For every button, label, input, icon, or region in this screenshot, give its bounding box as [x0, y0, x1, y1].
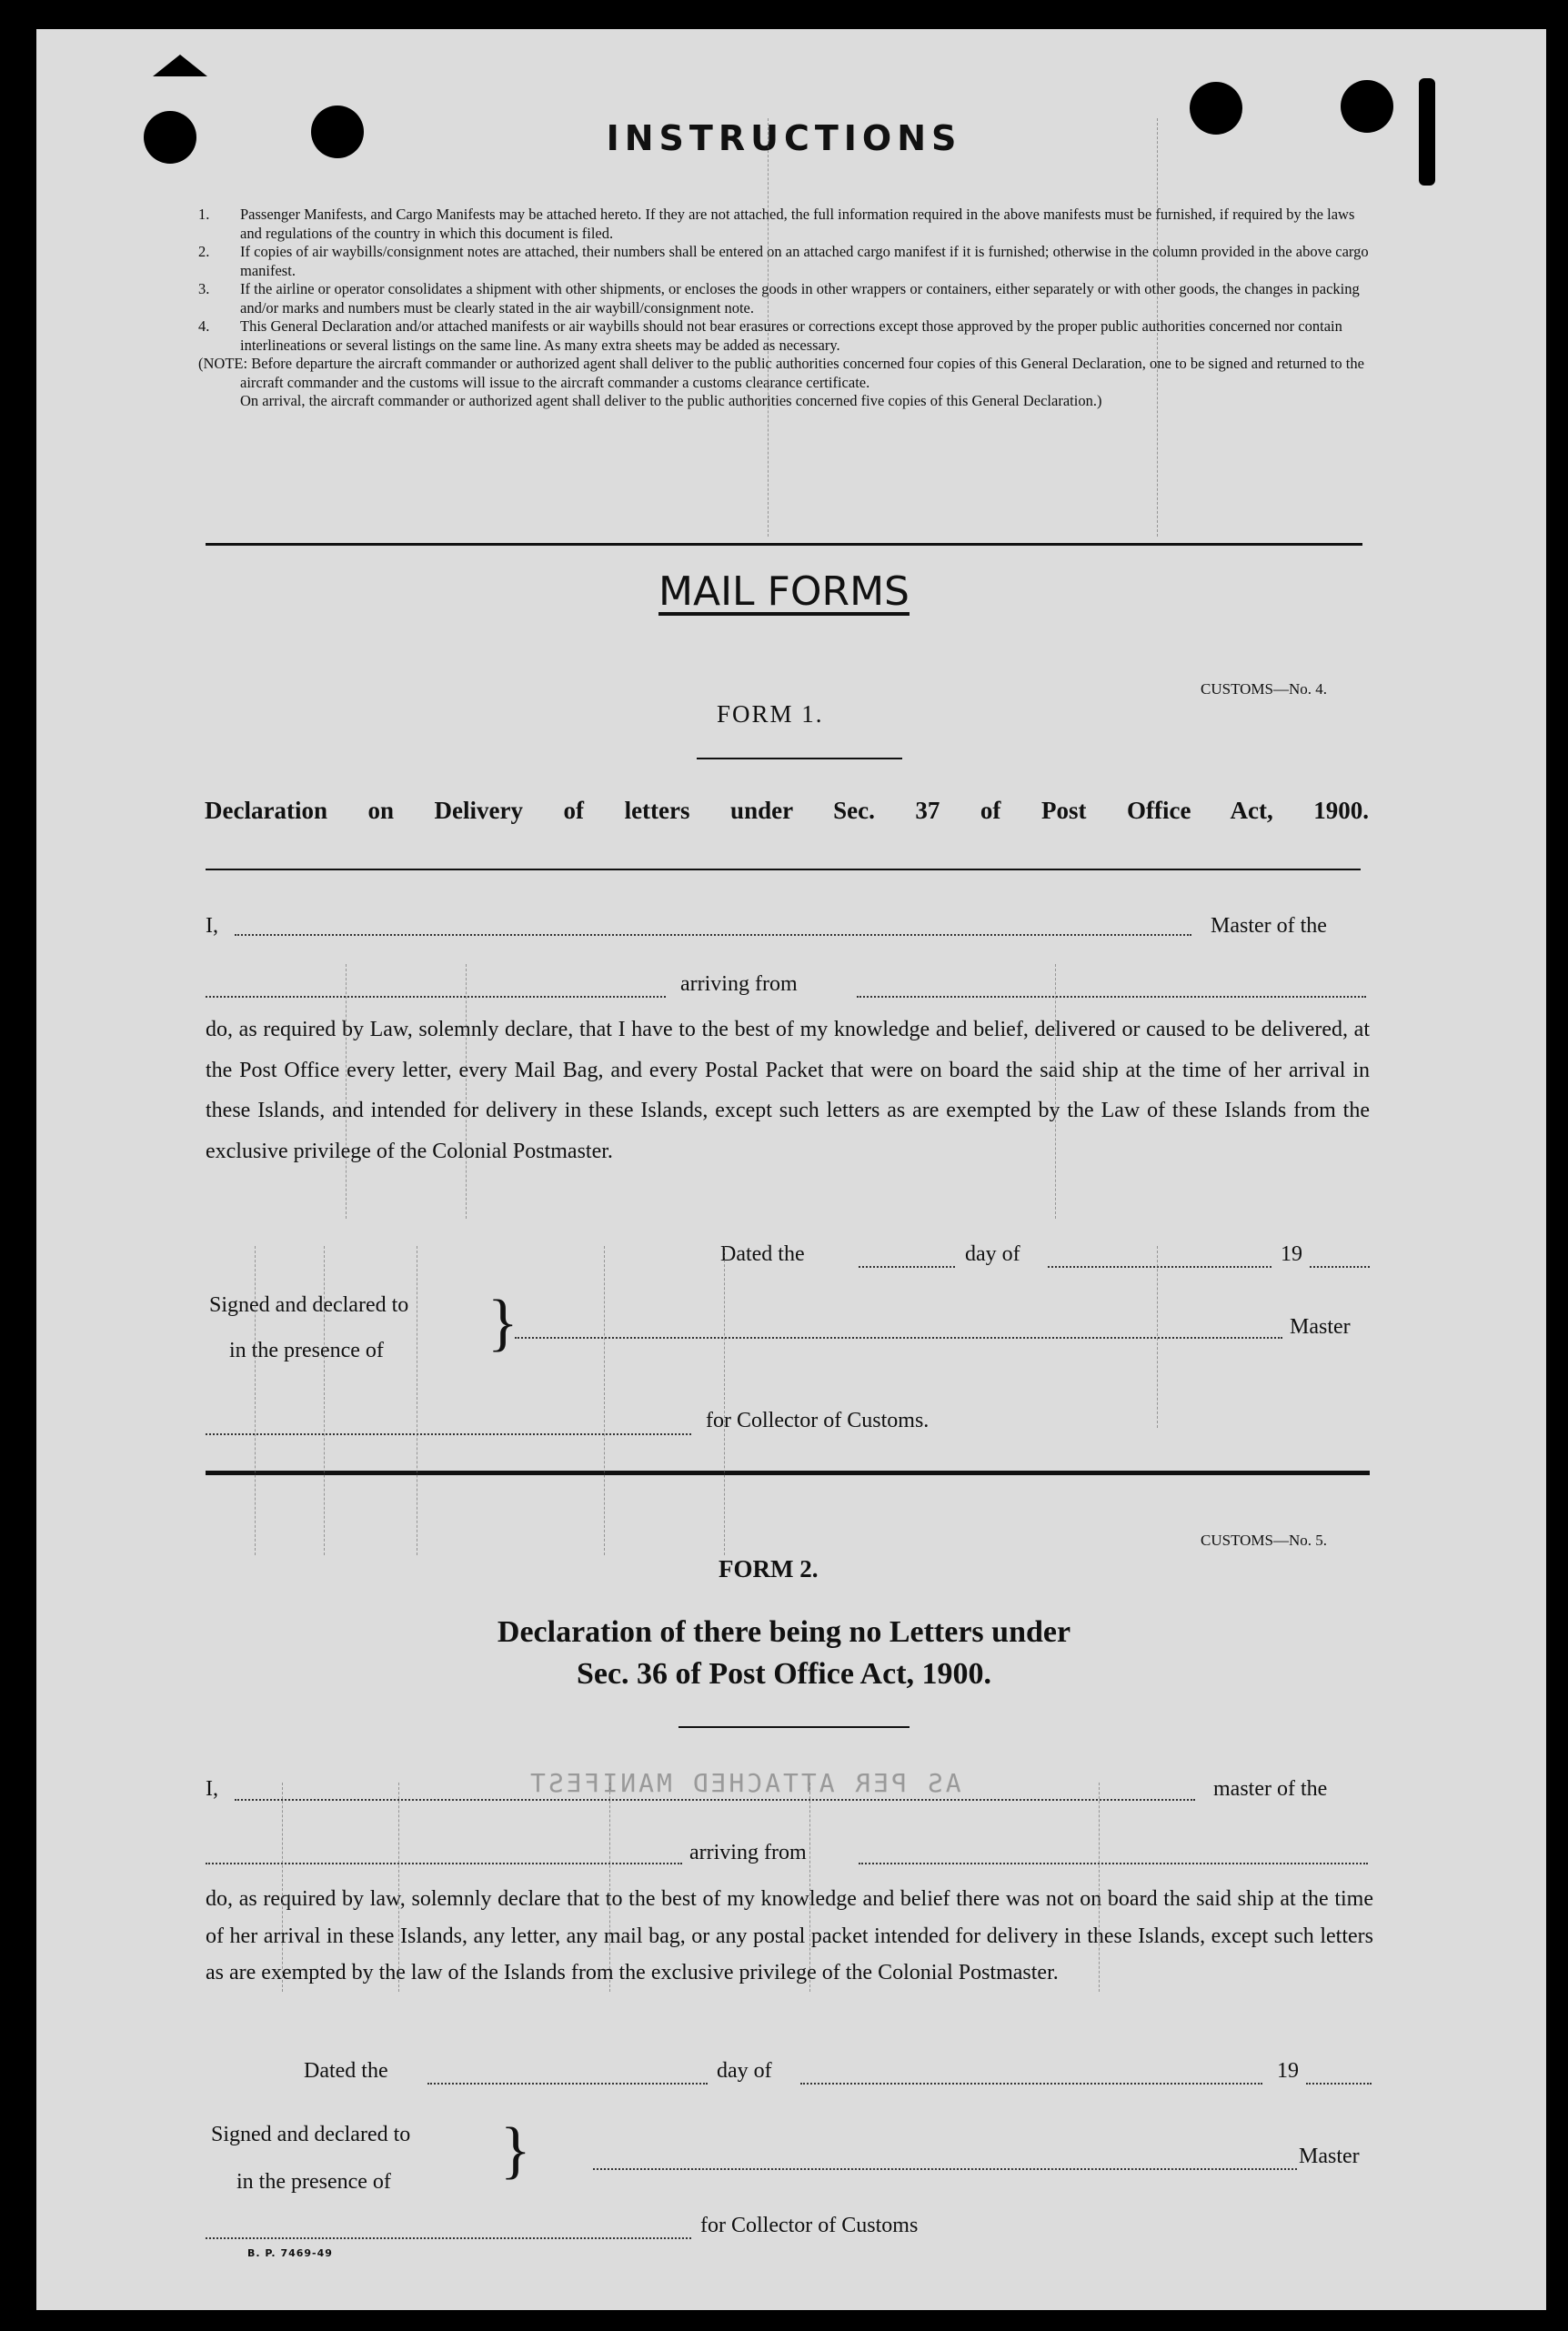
crease-line: [768, 118, 769, 537]
form1-day-of: day of: [965, 1242, 1020, 1266]
form1-ship-field[interactable]: [206, 996, 666, 998]
crease-line: [282, 1783, 283, 1992]
form1-title-rule: [697, 758, 902, 759]
form2-date-field[interactable]: [427, 2083, 708, 2085]
form2-collector-field[interactable]: [206, 2237, 691, 2239]
form1-year: 19: [1281, 1242, 1302, 1266]
form2-handwritten-entry: AS PER ATTACHED MANIFEST: [528, 1768, 961, 1798]
form2-customs-no: CUSTOMS—No. 5.: [1201, 1532, 1328, 1549]
form2-heading-line1: Declaration of there being no Letters under: [497, 1615, 1071, 1649]
crease-line: [346, 964, 347, 1219]
form1-year-field[interactable]: [1310, 1266, 1370, 1268]
form1-bracket: }: [487, 1288, 518, 1358]
form1-heading-rule: [206, 869, 1361, 870]
form1-date-field[interactable]: [859, 1266, 955, 1268]
form1-master: Master: [1290, 1315, 1351, 1339]
form2-dated-the: Dated the: [304, 2059, 388, 2083]
form2-signed-line1: Signed and declared to: [211, 2123, 411, 2146]
torn-corner-mark: [153, 55, 207, 76]
crease-line: [1157, 118, 1158, 537]
divider: [206, 543, 1362, 546]
form1-signed-line2: in the presence of: [229, 1339, 384, 1362]
form1-i-label: I,: [206, 914, 218, 938]
form1-title: FORM 1.: [717, 700, 824, 728]
form1-collector-field[interactable]: [206, 1433, 691, 1435]
instructions-list: [198, 206, 1372, 411]
instruction-item: 1. Passenger Manifests, and Cargo Manifests may be attached hereto. If they are not attached, the full information required in the above manifests must be furnished, if required by the laws and regulations of the country in which this document is filed.: [198, 206, 1355, 242]
form2-name-field[interactable]: [235, 1799, 1195, 1801]
form1-heading: Declaration on Delivery of letters under Sec. 37 of Post Office Act, 1900.: [205, 797, 1369, 824]
form1-collector: for Collector of Customs.: [706, 1409, 930, 1432]
crease-line: [604, 1246, 605, 1555]
form2-day-of: day of: [717, 2059, 772, 2083]
form1-master-of-the: Master of the: [1211, 914, 1327, 938]
form2-bracket: }: [500, 2115, 531, 2185]
crease-line: [1055, 964, 1056, 1219]
form1-origin-field[interactable]: [857, 996, 1366, 998]
form2-title: FORM 2.: [719, 1555, 819, 1582]
form2-ship-field[interactable]: [206, 1863, 682, 1864]
footer-code: B. P. 7469-49: [247, 2247, 333, 2259]
crease-line: [324, 1246, 325, 1555]
form1-signed-line1: Signed and declared to: [209, 1293, 409, 1317]
form2-body: do, as required by law, solemnly declare that to the best of my knowledge and belief there was not on board the said ship at the time of her arrival in these Islands, any letter, any mail bag, or any postal packet intended for delivery in these Islands, except such letters as are exempted by the law of the Islands from the exclusive privilege of the Colonial Postmaster.: [206, 1887, 1373, 1984]
instructions-title: INSTRUCTIONS: [606, 118, 962, 158]
form1-signature-field[interactable]: [515, 1337, 1282, 1339]
instruction-item: 3. If the airline or operator consolidates a shipment with other shipments, or encloses the goods in other wrappers or containers, either separately or with other goods, the changes in packing and/or marks and numbers must be clearly stated in the air waybill/consignment note.: [198, 280, 1360, 316]
crease-line: [466, 964, 467, 1219]
crease-line: [255, 1246, 256, 1555]
divider-thick: [206, 1471, 1370, 1475]
form2-master-of-the: master of the: [1213, 1777, 1328, 1801]
instructions-note: (NOTE: Before departure the aircraft commander or authorized agent shall deliver to the public authorities concerned four copies of this General Declaration, one to be signed and returned to the aircraft commander and the customs will issue to the aircraft commander a customs clearance certificate.: [198, 355, 1364, 391]
form2-year: 19: [1277, 2059, 1299, 2083]
form1-body: do, as required by Law, solemnly declare, that I have to the best of my knowledge and belief, delivered or caused to be delivered, at the Post Office every letter, every Mail Bag, and every Postal Packet that were on board the said ship at the time of her arrival in these Islands, and intended for delivery in these Islands, except such letters as are exempted by the Law of these Islands from the exclusive privilege of the Colonial Postmaster.: [206, 1018, 1370, 1163]
instruction-item: 4. This General Declaration and/or attached manifests or air waybills should not bear erasures or corrections except those approved by the proper public authorities concerned nor contain interlineations or several listings on the same line. As many extra sheets may be added as necessary.: [198, 317, 1342, 354]
form2-month-field[interactable]: [800, 2083, 1262, 2085]
instructions-note-2: On arrival, the aircraft commander or authorized agent shall deliver to the public authorities concerned five copies of this General Declaration.): [240, 392, 1102, 409]
form2-master: Master: [1299, 2145, 1360, 2168]
form2-arriving-from: arriving from: [689, 1841, 807, 1864]
form1-dated-the: Dated the: [720, 1242, 805, 1266]
form1-arriving-from: arriving from: [680, 972, 798, 996]
form2-collector: for Collector of Customs: [700, 2214, 919, 2237]
form2-year-field[interactable]: [1306, 2083, 1372, 2085]
crease-line: [809, 1783, 810, 1992]
form1-name-field[interactable]: [235, 934, 1191, 936]
form2-signature-field[interactable]: [593, 2168, 1297, 2170]
crease-line: [724, 1246, 725, 1555]
instruction-item: 2. If copies of air waybills/consignment notes are attached, their numbers shall be entered on an attached cargo manifest if it is furnished; otherwise in the column provided in the above cargo manifest.: [198, 243, 1369, 279]
form2-i-label: I,: [206, 1777, 218, 1801]
crease-line: [398, 1783, 399, 1992]
form2-signed-line2: in the presence of: [236, 2170, 391, 2194]
crease-line: [609, 1783, 610, 1992]
mail-forms-title: MAIL FORMS: [658, 568, 910, 615]
form2-heading-rule: [678, 1726, 910, 1728]
form1-customs-no: CUSTOMS—No. 4.: [1201, 680, 1328, 698]
crease-line: [1099, 1783, 1100, 1992]
form2-heading-line2: Sec. 36 of Post Office Act, 1900.: [576, 1657, 992, 1691]
form1-month-field[interactable]: [1048, 1266, 1271, 1268]
form2-origin-field[interactable]: [859, 1863, 1368, 1864]
crease-line: [1157, 1246, 1158, 1428]
